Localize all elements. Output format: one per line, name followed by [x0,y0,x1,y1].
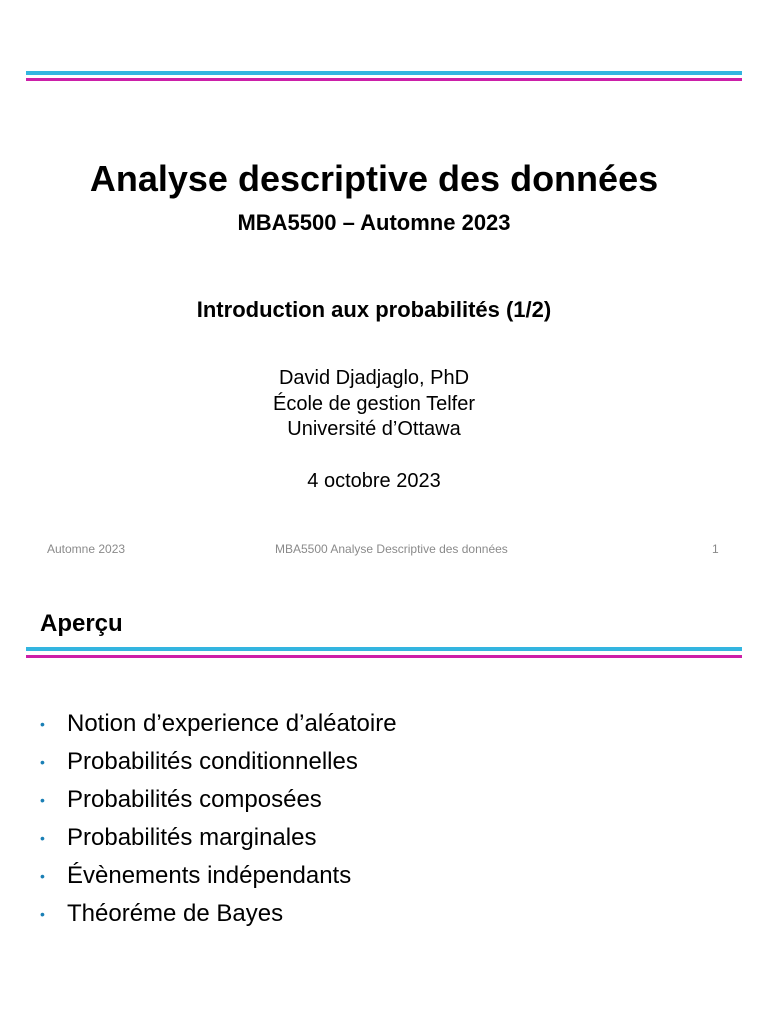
list-item-text: Probabilités composées [67,786,322,813]
bullet-icon: • [40,906,45,922]
list-item [40,895,397,933]
footer-course: MBA5500 Analyse Descriptive des données [275,542,508,556]
footer-page-number: 1 [712,542,719,556]
top-rule-magenta [26,78,742,81]
list-item-text: Théoréme de Bayes [67,900,284,927]
footer-term: Automne 2023 [47,542,126,556]
author-name: David Djadjaglo, PhD [278,367,470,389]
overview-rule-magenta [26,655,742,658]
course-subtitle: MBA5500 – Automne 2023 [237,210,511,235]
list-item-text: Probabilités marginales [67,824,317,851]
list-item [40,705,397,743]
overview-rule-cyan [26,647,742,651]
lecture-topic: Introduction aux probabilités (1/2) [196,297,552,322]
list-item-text: Notion d’experience d’aléatoire [67,710,397,737]
bullet-icon: • [40,716,45,732]
bullet-icon: • [40,754,45,770]
lecture-date: 4 octobre 2023 [307,470,441,492]
bullet-icon: • [40,792,45,808]
author-block [0,366,748,443]
bullet-icon: • [40,830,45,846]
slide-title: Analyse descriptive des données [89,158,659,199]
overview-slide [0,576,768,1024]
list-item [40,819,397,857]
list-item [40,743,397,781]
overview-title: Aperçu [40,610,123,637]
university-name: Université d’Ottawa [287,418,461,440]
school-name: École de gestion Telfer [273,392,475,415]
list-item [40,857,397,895]
list-item [40,781,397,819]
bullet-icon: • [40,868,45,884]
list-item-text: Probabilités conditionnelles [67,748,358,775]
list-item-text: Évènements indépendants [67,862,352,889]
overview-bullet-list [40,705,397,933]
top-rule-cyan [26,71,742,75]
